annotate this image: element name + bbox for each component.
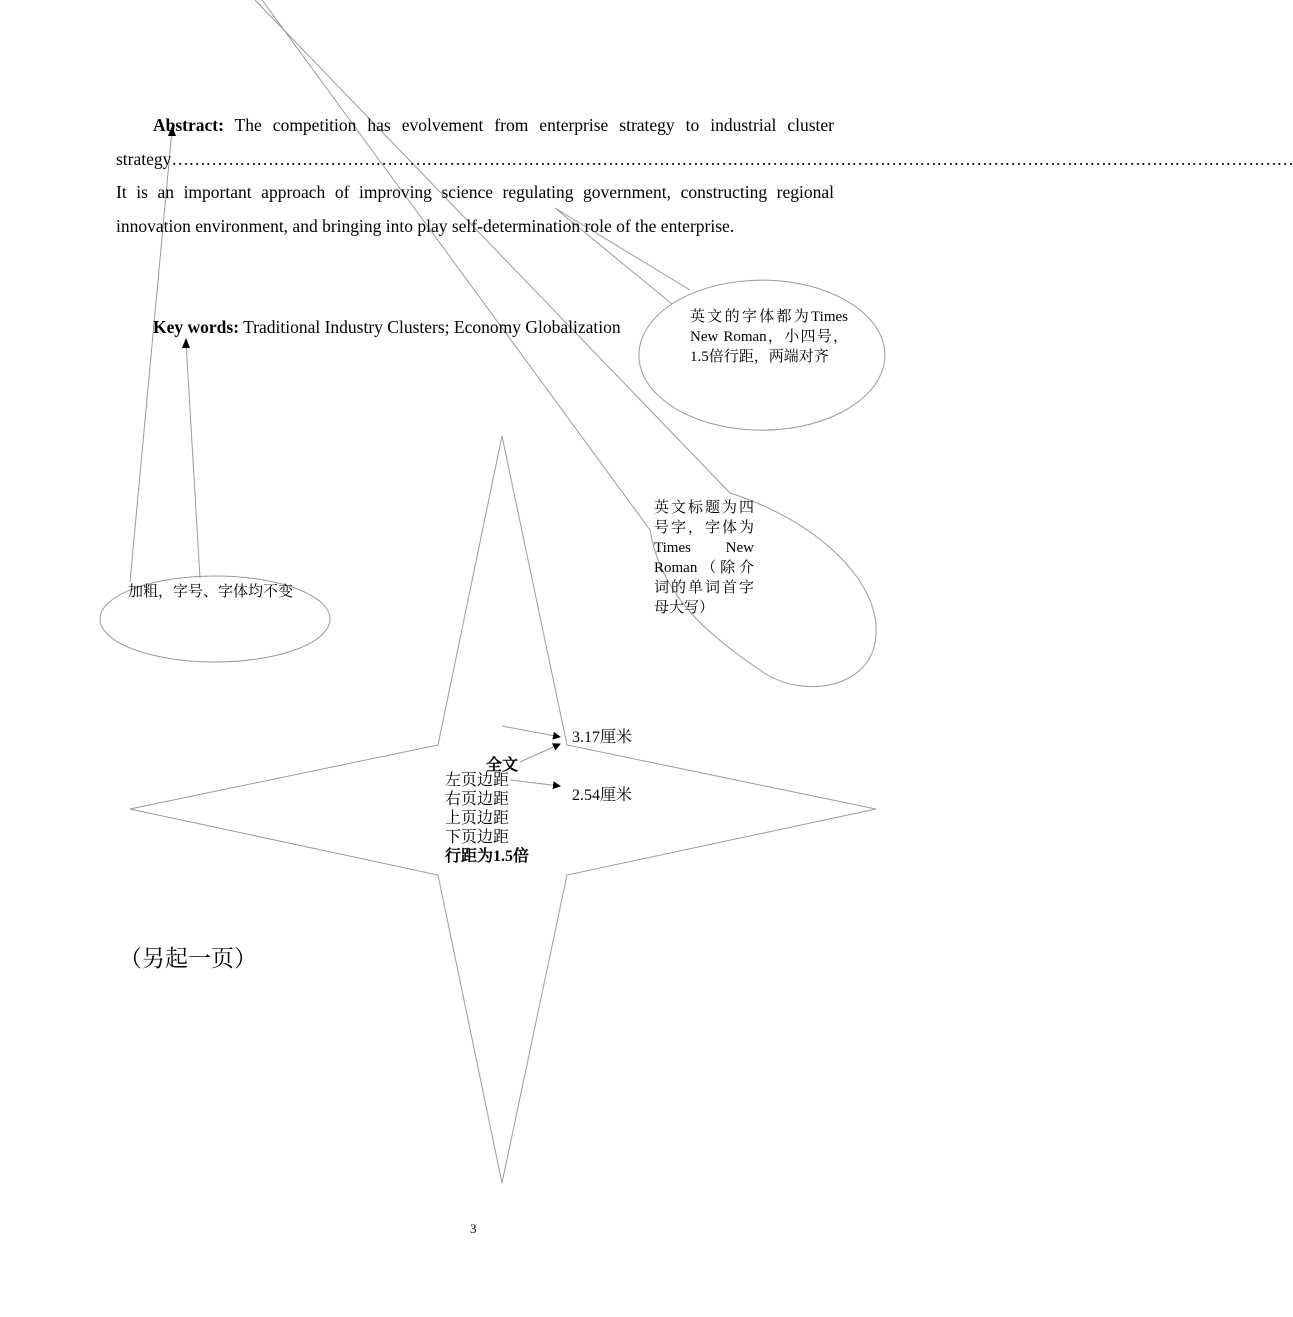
callout-text-title-font: 英文标题为四号字，字体为 Times New Roman（除介词的单词首字母大写） xyxy=(654,500,754,616)
abstract-leaders-1: …………………………………………………………………………………………………………………………… xyxy=(171,148,971,169)
callout-text-bold: 加粗，字号、字体均不变 xyxy=(128,584,294,600)
tb-margin-value: 2.54厘米 xyxy=(572,787,633,804)
margin-title: 全文 xyxy=(486,757,519,774)
callout-pointer-title-font xyxy=(255,0,730,530)
arrow-lr-margin xyxy=(502,726,560,737)
abstract-paragraph xyxy=(116,109,1293,243)
lr-margin-value: 3.17厘米 xyxy=(572,729,633,746)
abstract-text-1: The competition has evolvement from enterprise strategy to industrial cluster strategy xyxy=(116,115,834,169)
margin-top-label: 上页边距 xyxy=(445,810,510,827)
abstract-leaders-2: ………………………………………………… xyxy=(970,148,1293,169)
margin-right-label: 右页边距 xyxy=(445,791,510,808)
callout-text-body-font: 英文的字体都为Times New Roman，小四号，1.5倍行距，两端对齐 xyxy=(690,309,848,365)
keywords-text: Traditional Industry Clusters; Economy Globalization xyxy=(239,317,621,337)
margin-left-label: 左页边距 xyxy=(445,772,510,789)
page-number: 3 xyxy=(470,1221,477,1236)
keywords-label: Key words: xyxy=(153,317,240,337)
abstract-text-2: It is an important approach of improving science regulating government, constructing regional innovation environment, and bringing into play self-determination role of the enterprise. xyxy=(116,182,834,236)
line-spacing-label: 行距为1.5倍 xyxy=(445,848,530,865)
new-page-note: （另起一页） xyxy=(119,946,257,971)
margin-list xyxy=(445,771,529,866)
margin-bottom-label: 下页边距 xyxy=(445,829,510,846)
abstract-label: Abstract: xyxy=(153,115,224,135)
arrow-lr-margin-2 xyxy=(520,744,560,762)
